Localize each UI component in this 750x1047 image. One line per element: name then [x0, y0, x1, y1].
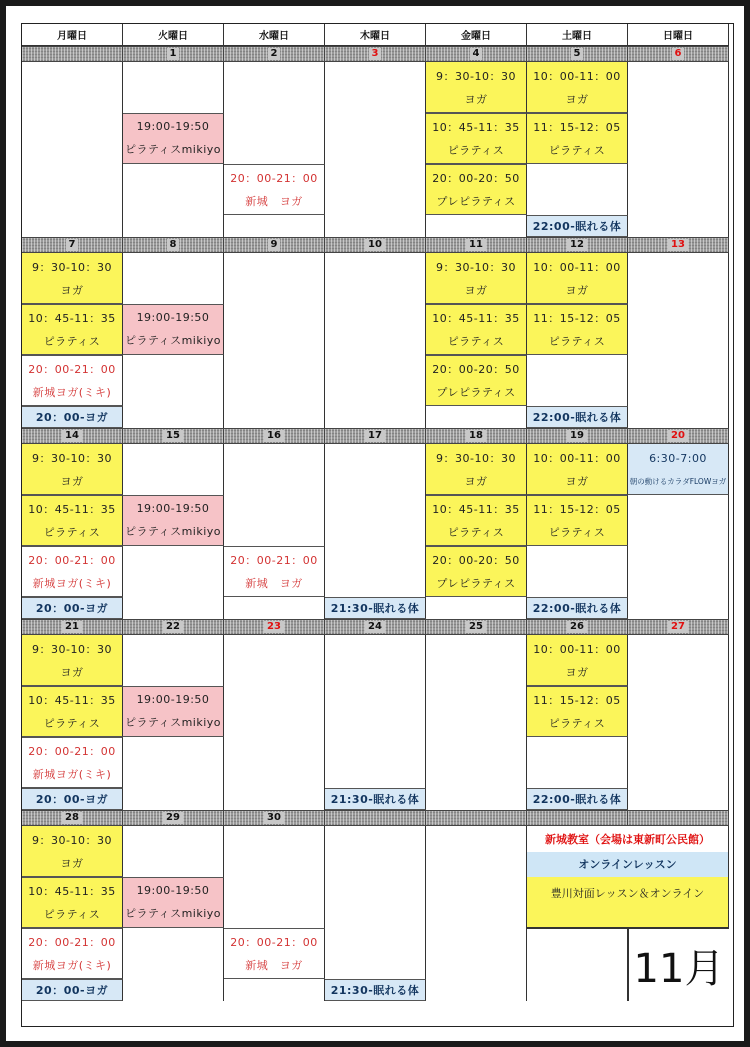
- event-time: 20：00-20：50: [432, 172, 520, 186]
- date-number: 30: [264, 812, 284, 824]
- schedule-event[interactable]: [426, 546, 527, 597]
- schedule-event[interactable]: [123, 113, 224, 164]
- event-time: 20：00-21：00: [230, 172, 318, 186]
- date-header: [123, 428, 224, 444]
- event-name: ヨガ: [565, 474, 589, 488]
- schedule-event[interactable]: [22, 444, 123, 495]
- date-number: 3: [369, 48, 382, 60]
- schedule-event[interactable]: [22, 826, 123, 877]
- schedule-event[interactable]: [527, 215, 628, 237]
- date-header: [325, 237, 426, 253]
- event-name: ヨガ: [464, 92, 488, 106]
- date-number: 6: [672, 48, 685, 60]
- schedule-event[interactable]: [527, 113, 628, 164]
- event-name: ヨガ: [565, 665, 589, 679]
- schedule-event[interactable]: [22, 253, 123, 304]
- schedule-event[interactable]: [22, 737, 123, 788]
- date-number: 22: [163, 621, 183, 633]
- event-name: ピラティス: [548, 334, 606, 348]
- day-cell: [325, 635, 426, 810]
- schedule-event[interactable]: [527, 686, 628, 737]
- event-time: 20：00-21：00: [28, 745, 116, 759]
- event-time: 10：45-11：35: [432, 312, 520, 326]
- date-header: [325, 619, 426, 635]
- event-name: 22:00-眠れる体: [532, 602, 622, 615]
- legend-toyokawa: 豊川対面レッスン＆オンライン: [527, 877, 729, 928]
- schedule-event[interactable]: [22, 877, 123, 928]
- date-header: [426, 46, 527, 62]
- event-name: プレピラティス: [436, 385, 516, 399]
- event-name: ピラティス: [548, 525, 606, 539]
- date-header: [123, 619, 224, 635]
- event-time: 10：00-11：00: [533, 260, 621, 274]
- date-number: 14: [62, 430, 82, 442]
- date-header: [22, 46, 123, 62]
- event-name: 新城 ヨガ: [245, 194, 303, 208]
- day-cell: [325, 444, 426, 619]
- schedule-event[interactable]: [22, 546, 123, 597]
- event-time: 19:00-19:50: [136, 502, 210, 515]
- date-number: 9: [268, 239, 281, 251]
- date-number: 29: [163, 812, 183, 824]
- event-name: 20：00-ヨガ: [35, 411, 109, 424]
- day-cell: [224, 635, 325, 810]
- date-header: [22, 237, 123, 253]
- event-name: 新城 ヨガ: [245, 958, 303, 972]
- date-header: [123, 810, 224, 826]
- day-cell: [325, 826, 426, 1001]
- date-header: [628, 237, 729, 253]
- date-header: [325, 46, 426, 62]
- schedule-event[interactable]: [224, 546, 325, 597]
- event-time: 19:00-19:50: [136, 120, 210, 133]
- event-time: 10：00-11：00: [533, 451, 621, 465]
- weekday-header: 水曜日: [224, 24, 325, 46]
- event-time: 20：00-21：00: [28, 554, 116, 568]
- date-header: [22, 810, 123, 826]
- event-time: 9：30-10：30: [32, 642, 112, 656]
- date-number: 25: [466, 621, 486, 633]
- date-number: 28: [62, 812, 82, 824]
- event-name: ピラティス: [43, 334, 101, 348]
- event-time: 10：45-11：35: [432, 503, 520, 517]
- schedule-event[interactable]: [527, 495, 628, 546]
- date-header: [628, 428, 729, 444]
- date-number: 24: [365, 621, 385, 633]
- date-number: 15: [163, 430, 183, 442]
- schedule-event[interactable]: [22, 597, 123, 619]
- event-time: 19:00-19:50: [136, 311, 210, 324]
- schedule-event[interactable]: [22, 979, 123, 1001]
- weekday-header: 月曜日: [22, 24, 123, 46]
- event-name: 朝の動けるカラダFLOWヨガ: [629, 476, 727, 486]
- schedule-event[interactable]: [527, 444, 628, 495]
- date-header: [426, 810, 527, 826]
- schedule-event[interactable]: [123, 686, 224, 737]
- schedule-event[interactable]: [325, 788, 426, 810]
- event-name: ピラティス: [447, 334, 505, 348]
- event-name: ピラティス: [548, 716, 606, 730]
- event-time: 9：30-10：30: [436, 69, 516, 83]
- schedule-event[interactable]: [22, 928, 123, 979]
- date-header: [325, 810, 426, 826]
- date-header: [224, 619, 325, 635]
- date-header: [628, 46, 729, 62]
- schedule-event[interactable]: [22, 304, 123, 355]
- calendar-page: [6, 6, 744, 1041]
- event-time: 10：45-11：35: [28, 885, 116, 899]
- schedule-event[interactable]: [426, 113, 527, 164]
- date-number: 17: [365, 430, 385, 442]
- date-header: [426, 428, 527, 444]
- event-name: ヨガ: [60, 283, 84, 297]
- schedule-event[interactable]: [325, 979, 426, 1001]
- event-name: 21:30-眠れる体: [330, 793, 420, 806]
- event-name: ピラティスmikiyo: [124, 143, 222, 156]
- schedule-event[interactable]: [22, 355, 123, 406]
- event-time: 6:30-7:00: [649, 451, 707, 465]
- event-time: 19:00-19:50: [136, 884, 210, 897]
- date-number: 21: [62, 621, 82, 633]
- date-number: 1: [167, 48, 180, 60]
- schedule-event[interactable]: [22, 788, 123, 810]
- legend-shinshiro: 新城教室（会場は東新町公民館）: [527, 826, 729, 852]
- date-header: [527, 428, 628, 444]
- schedule-event[interactable]: [527, 62, 628, 113]
- event-name: ヨガ: [565, 283, 589, 297]
- date-number: 8: [167, 239, 180, 251]
- date-number: 7: [66, 239, 79, 251]
- event-name: ヨガ: [60, 474, 84, 488]
- event-name: 新城ヨガ(ミキ): [32, 385, 112, 399]
- event-name: 20：00-ヨガ: [35, 793, 109, 806]
- event-name: 20：00-ヨガ: [35, 984, 109, 997]
- day-cell: [426, 826, 527, 1001]
- event-name: 22:00-眠れる体: [532, 793, 622, 806]
- weekday-header: 土曜日: [527, 24, 628, 46]
- event-time: 10：00-11：00: [533, 642, 621, 656]
- legend-online: オンラインレッスン: [527, 852, 729, 878]
- event-time: 11：15-12：05: [533, 121, 621, 135]
- event-time: 10：45-11：35: [432, 121, 520, 135]
- event-name: ピラティス: [43, 716, 101, 730]
- date-header: [426, 619, 527, 635]
- date-number: 16: [264, 430, 284, 442]
- event-name: ピラティスmikiyo: [124, 525, 222, 538]
- date-number: 26: [567, 621, 587, 633]
- event-name: 22:00-眠れる体: [532, 220, 622, 233]
- event-name: 新城ヨガ(ミキ): [32, 767, 112, 781]
- event-name: 新城 ヨガ: [245, 576, 303, 590]
- day-cell: [22, 62, 123, 237]
- event-time: 20：00-21：00: [28, 936, 116, 950]
- event-name: ピラティスmikiyo: [124, 907, 222, 920]
- date-header: [224, 428, 325, 444]
- day-cell: [527, 928, 628, 1001]
- weekday-header: 木曜日: [325, 24, 426, 46]
- event-name: ピラティスmikiyo: [124, 716, 222, 729]
- event-name: 21:30-眠れる体: [330, 602, 420, 615]
- schedule-event[interactable]: [123, 304, 224, 355]
- schedule-event[interactable]: [325, 597, 426, 619]
- schedule-event[interactable]: [628, 444, 729, 495]
- date-number: 11: [466, 239, 486, 251]
- month-label: 11月: [628, 928, 729, 1001]
- schedule-event[interactable]: [123, 495, 224, 546]
- schedule-event[interactable]: [224, 164, 325, 215]
- date-header: [628, 619, 729, 635]
- event-time: 20：00-21：00: [28, 363, 116, 377]
- date-header: [123, 46, 224, 62]
- event-time: 10：00-11：00: [533, 69, 621, 83]
- date-header: [224, 810, 325, 826]
- event-name: ピラティス: [548, 143, 606, 157]
- weekday-header: 火曜日: [123, 24, 224, 46]
- schedule-event[interactable]: [527, 253, 628, 304]
- event-time: 9：30-10：30: [32, 833, 112, 847]
- date-number: 10: [365, 239, 385, 251]
- schedule-event[interactable]: [527, 304, 628, 355]
- date-header: [527, 619, 628, 635]
- day-cell: [628, 62, 729, 237]
- event-name: ヨガ: [60, 856, 84, 870]
- event-time: 20：00-20：50: [432, 554, 520, 568]
- date-number: 12: [567, 239, 587, 251]
- date-header: [123, 237, 224, 253]
- event-name: ピラティス: [43, 907, 101, 921]
- event-name: ヨガ: [464, 283, 488, 297]
- date-header: [224, 237, 325, 253]
- weekday-header: 金曜日: [426, 24, 527, 46]
- monthly-schedule-calendar: [21, 23, 734, 1027]
- event-name: ヨガ: [60, 665, 84, 679]
- date-number: 19: [567, 430, 587, 442]
- schedule-event[interactable]: [22, 406, 123, 428]
- event-name: ピラティス: [447, 525, 505, 539]
- day-cell: [325, 253, 426, 428]
- date-header: [527, 237, 628, 253]
- date-number: 4: [470, 48, 483, 60]
- event-time: 10：45-11：35: [28, 694, 116, 708]
- event-time: 11：15-12：05: [533, 503, 621, 517]
- date-header: [224, 46, 325, 62]
- event-name: プレピラティス: [436, 576, 516, 590]
- day-cell: [628, 253, 729, 428]
- date-number: 20: [668, 430, 688, 442]
- date-header: [325, 428, 426, 444]
- event-name: 新城ヨガ(ミキ): [32, 958, 112, 972]
- schedule-event[interactable]: [426, 304, 527, 355]
- schedule-event[interactable]: [426, 62, 527, 113]
- schedule-event[interactable]: [426, 164, 527, 215]
- event-name: プレピラティス: [436, 194, 516, 208]
- event-time: 11：15-12：05: [533, 694, 621, 708]
- schedule-event[interactable]: [426, 444, 527, 495]
- schedule-event[interactable]: [527, 597, 628, 619]
- date-header: [426, 237, 527, 253]
- event-time: 9：30-10：30: [32, 260, 112, 274]
- date-number: 5: [571, 48, 584, 60]
- date-number: 23: [264, 621, 284, 633]
- event-name: ヨガ: [565, 92, 589, 106]
- event-name: 22:00-眠れる体: [532, 411, 622, 424]
- event-name: 21:30-眠れる体: [330, 984, 420, 997]
- date-header: [22, 428, 123, 444]
- schedule-event[interactable]: [426, 253, 527, 304]
- event-time: 10：45-11：35: [28, 503, 116, 517]
- date-number: 2: [268, 48, 281, 60]
- schedule-event[interactable]: [123, 877, 224, 928]
- date-header: [22, 619, 123, 635]
- schedule-event[interactable]: [527, 406, 628, 428]
- event-time: 20：00-20：50: [432, 363, 520, 377]
- date-number: 13: [668, 239, 688, 251]
- date-header: [628, 810, 729, 826]
- event-name: ヨガ: [464, 474, 488, 488]
- day-cell: [628, 635, 729, 810]
- event-time: 20：00-21：00: [230, 936, 318, 950]
- schedule-event[interactable]: [22, 686, 123, 737]
- event-time: 10：45-11：35: [28, 312, 116, 326]
- event-name: ピラティスmikiyo: [124, 334, 222, 347]
- event-time: 9：30-10：30: [436, 260, 516, 274]
- event-time: 20：00-21：00: [230, 554, 318, 568]
- day-cell: [325, 62, 426, 237]
- weekday-header: 日曜日: [628, 24, 729, 46]
- date-number: 18: [466, 430, 486, 442]
- event-time: 11：15-12：05: [533, 312, 621, 326]
- schedule-event[interactable]: [22, 635, 123, 686]
- date-header: [527, 46, 628, 62]
- event-name: ピラティス: [43, 525, 101, 539]
- event-name: 新城ヨガ(ミキ): [32, 576, 112, 590]
- schedule-event[interactable]: [527, 788, 628, 810]
- schedule-event[interactable]: [527, 635, 628, 686]
- schedule-event[interactable]: [22, 495, 123, 546]
- event-time: 9：30-10：30: [32, 451, 112, 465]
- date-header: [527, 810, 628, 826]
- schedule-event[interactable]: [426, 495, 527, 546]
- event-name: 20：00-ヨガ: [35, 602, 109, 615]
- event-time: 19:00-19:50: [136, 693, 210, 706]
- schedule-event[interactable]: [426, 355, 527, 406]
- schedule-event[interactable]: [224, 928, 325, 979]
- day-cell: [426, 635, 527, 810]
- event-name: ピラティス: [447, 143, 505, 157]
- event-time: 9：30-10：30: [436, 451, 516, 465]
- day-cell: [224, 253, 325, 428]
- date-number: 27: [668, 621, 688, 633]
